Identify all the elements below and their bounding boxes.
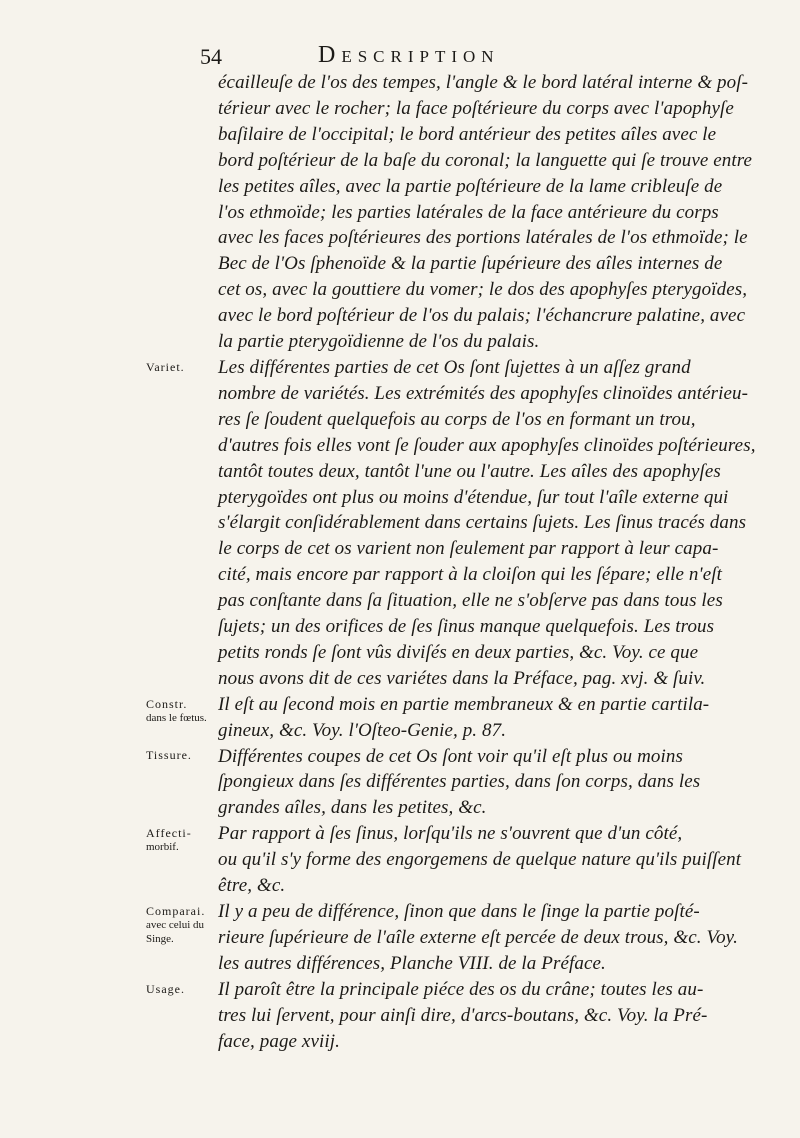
text-line: Différentes coupes de cet Os ſont voir qu'il eſt plus ou moins (218, 745, 683, 767)
page-number: 54 (200, 44, 222, 69)
margin-note-sub: avec celui du Singe. (146, 918, 205, 945)
text-line: l'os ethmoïde; les parties latérales de la face antérieure du corps (218, 201, 719, 223)
margin-note-title: Comparai. (146, 903, 206, 918)
text-line: d'autres fois elles vont ſe ſouder aux apophyſes clinoïdes poſtérieures, (218, 434, 756, 456)
text-line: avec le bord poſtérieur de l'os du palais; l'échancrure palatine, avec (218, 305, 746, 327)
margin-note-title: Usage. (146, 981, 185, 996)
margin-note (146, 904, 216, 946)
text-line: cet os, avec la gouttiere du vomer; le dos des apophyſes pterygoïdes, (218, 279, 748, 301)
text-line: bord poſtérieur de la baſe du coronal; la languette qui ſe trouve entre (218, 149, 753, 171)
text-line: tantôt toutes deux, tantôt l'une ou l'autre. Les aîles des apophyſes (218, 460, 721, 482)
margin-note (146, 360, 216, 374)
margin-note (146, 748, 216, 762)
text-line: la partie pterygoïdienne de l'os du palais. (218, 331, 540, 353)
margin-note-title: Tissure. (146, 748, 192, 763)
text-line: tres lui ſervent, pour ainſi dire, d'arcs-boutans, &c. Voy. la Pré- (218, 1004, 708, 1026)
margin-note-title: Variet. (146, 359, 185, 374)
text-line: les autres différences, Planche VIII. de la Préface. (218, 952, 606, 974)
margin-note-title: Affecti- (146, 826, 192, 841)
text-line: être, &c. (218, 875, 286, 897)
text-line: grandes aîles, dans les petites, &c. (218, 797, 487, 819)
text-line: ou qu'il s'y forme des engorgemens de quelque nature qu'ils puiſſent (218, 849, 742, 871)
margin-note-title: Constr. (146, 696, 188, 711)
text-line: baſilaire de l'occipital; le bord antérieur des petites aîles avec le (218, 123, 717, 145)
text-line: écailleuſe de l'os des tempes, l'angle & le bord latéral interne & poſ- (218, 72, 749, 93)
text-line: petits ronds ſe ſont vûs diviſés en deux parties, &c. Voy. ce que (218, 641, 699, 663)
text-line: Bec de l'Os ſphenoïde & la partie ſupérieure des aîles internes de (218, 253, 723, 275)
body-text (218, 70, 768, 1054)
text-line: les petites aîles, avec la partie poſtérieure de la lame cribleuſe de (218, 175, 723, 197)
text-line: Il y a peu de différence, ſinon que dans le ſinge la partie poſté- (218, 901, 700, 922)
text-line: rieure ſupérieure de l'aîle externe eſt percée de deux trous, &c. Voy. (218, 926, 739, 948)
text-line: Les différentes parties de cet Os ſont ſujettes à un aſſez grand (218, 356, 691, 378)
text-line: ſpongieux dans ſes différentes parties, dans ſon corps, dans les (218, 771, 701, 793)
margin-note (146, 982, 216, 996)
text-line: Par rapport à ſes ſinus, lorſqu'ils ne s'ouvrent que d'un côté, (218, 823, 683, 845)
running-title: Description (318, 42, 500, 68)
text-line: térieur avec le rocher; la face poſtérieure du corps avec l'apophyſe (218, 97, 734, 119)
text-line: s'élargit conſidérablement dans certains ſujets. Les ſinus tracés dans (218, 512, 747, 534)
text-line: cité, mais encore par rapport à la cloiſon qui les ſépare; elle n'eſt (218, 564, 722, 586)
margin-note-sub: dans le fœtus. (146, 711, 207, 724)
text-line: pterygoïdes ont plus ou moins d'étendue, ſur tout l'aîle externe qui (218, 486, 729, 508)
text-line: avec les faces poſtérieures des portions latérales de l'os ethmoïde; le (218, 227, 748, 249)
text-line: pas conſtante dans ſa ſituation, elle ne s'obſerve pas dans tous les (218, 590, 723, 612)
text-line: gineux, &c. Voy. l'Oſteo-Genie, p. 87. (218, 719, 507, 741)
text-line: res ſe ſoudent quelquefois au corps de l'os en formant un trou, (218, 408, 696, 430)
text-line: face, page xviij. (218, 1030, 340, 1052)
text-line: nous avons dit de ces variétes dans la Préface, pag. xvj. & ſuiv. (218, 667, 706, 689)
text-line: nombre de variétés. Les extrémités des apophyſes clinoïdes antérieu- (218, 382, 749, 404)
text-line: le corps de cet os varient non ſeulement par rapport à leur capa- (218, 538, 719, 560)
margin-note-sub: morbif. (146, 841, 179, 854)
text-line: ſujets; un des orifices de ſes ſinus manque quelquefois. Les trous (218, 616, 715, 638)
margin-note (146, 826, 216, 854)
margin-note (146, 697, 216, 725)
text-line: Il eſt au ſecond mois en partie membraneux & en partie cartila- (218, 693, 710, 715)
text-line: Il paroît être la principale piéce des os du crâne; toutes les au- (218, 978, 704, 1000)
